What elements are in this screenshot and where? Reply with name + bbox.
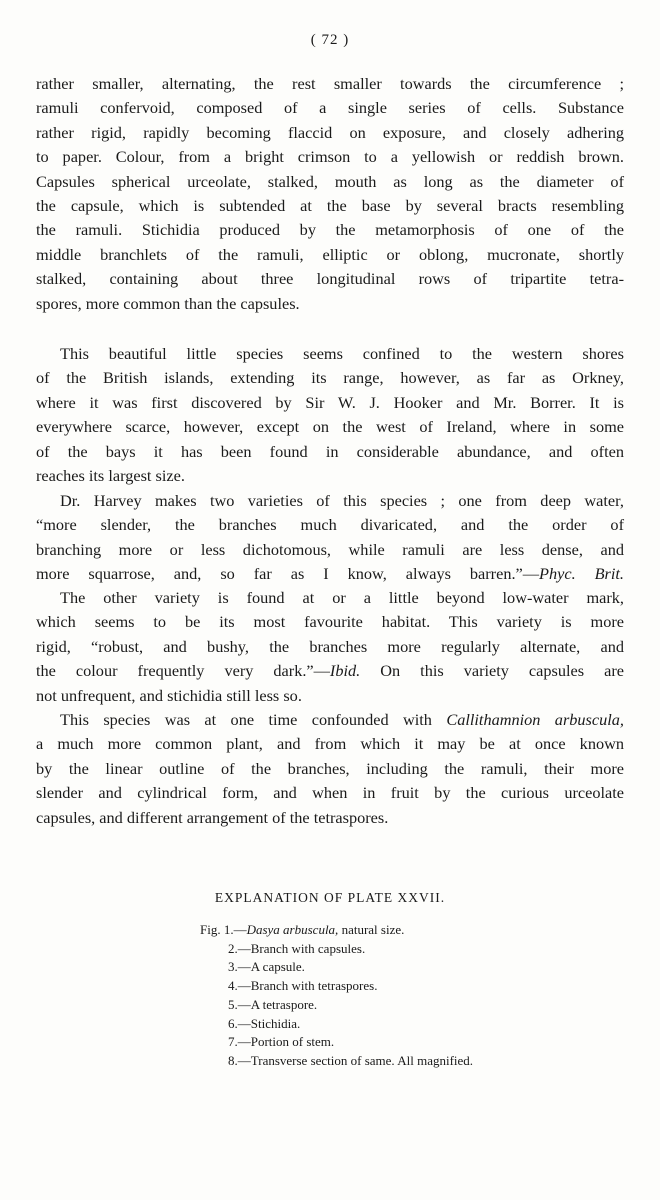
- text-line: Capsules spherical urceolate, stalked, mouth as long as the diameter of: [36, 171, 624, 191]
- figure-item: 6.—Stichidia.: [228, 1015, 301, 1031]
- text-line: branching more or less dichotomous, while ramuli are less dense, and: [36, 539, 624, 559]
- text-line: [36, 562, 624, 586]
- text-line: reaches its largest size.: [36, 465, 185, 485]
- figure-item: 8.—Transverse section of same. All magnified.: [228, 1052, 474, 1068]
- figure-item: 5.—A tetraspore.: [228, 996, 318, 1012]
- page-number: ( 72 ): [310, 32, 350, 48]
- text-line: [36, 659, 624, 683]
- text-line: “more slender, the branches much divaricated, and the order of: [36, 515, 624, 535]
- paragraph-1: [36, 72, 624, 316]
- text-line: which seems to be its most favourite habitat. This variety is more: [36, 612, 624, 632]
- text-line: the ramuli. Stichidia produced by the metamorphosis of one of the: [36, 220, 624, 240]
- text-run: This species was at one time confounded with: [60, 710, 447, 729]
- text-line: This beautiful little species seems confined to the western shores: [60, 344, 624, 363]
- text-line: of the bays it has been found in considerable abundance, and often: [36, 441, 624, 461]
- text-line: rather rigid, rapidly becoming flaccid on exposure, and closely adhering: [36, 122, 624, 142]
- figure-text: natural size.: [338, 922, 405, 937]
- paragraph-4: [36, 586, 624, 708]
- figure-prefix: Fig. 1.—: [200, 922, 247, 937]
- species-name-italic: Dasya arbuscula,: [246, 922, 339, 937]
- figure-item: 4.—Branch with tetraspores.: [228, 978, 378, 994]
- citation-italic: Ibid.: [329, 661, 361, 681]
- text-line: of the British islands, extending its range, however, as far as Orkney,: [36, 368, 624, 388]
- text-line: not unfrequent, and stichidia still less so.: [36, 685, 302, 705]
- text-line: stalked, containing about three longitudinal rows of tripartite tetra-: [36, 269, 624, 289]
- text-line: by the linear outline of the branches, including the ramuli, their more: [36, 758, 624, 778]
- figure-list: [200, 921, 473, 1071]
- species-name-italic: Callithamnion arbuscula,: [446, 710, 624, 729]
- text-run: the colour frequently very dark.”—: [36, 661, 330, 681]
- text-line: to paper. Colour, from a bright crimson to a yellowish or reddish brown.: [36, 147, 624, 167]
- figure-item: 3.—A capsule.: [228, 959, 305, 975]
- figure-item: 2.—Branch with capsules.: [228, 940, 366, 956]
- text-line: rigid, “robust, and bushy, the branches more regularly alternate, and: [36, 636, 624, 656]
- text-line: slender and cylindrical form, and when in fruit by the curious urceolate: [36, 783, 624, 803]
- text-line: spores, more common than the capsules.: [36, 293, 300, 313]
- figure-item: [200, 921, 473, 940]
- paragraph-2: [36, 342, 624, 488]
- text-line: the capsule, which is subtended at the base by several bracts resembling: [36, 195, 624, 215]
- text-line: rather smaller, alternating, the rest smaller towards the circumference ;: [36, 74, 624, 93]
- text-line: middle branchlets of the ramuli, elliptic or oblong, mucronate, shortly: [36, 244, 624, 264]
- figure-item: 7.—Portion of stem.: [228, 1034, 335, 1050]
- paragraph-5: [36, 708, 624, 830]
- text-line: a much more common plant, and from which it may be at once known: [36, 734, 624, 754]
- explanation-heading: EXPLANATION OF PLATE XXVII.: [214, 890, 446, 905]
- text-line: ramuli confervoid, composed of a single series of cells. Substance: [36, 98, 624, 118]
- text-line: where it was first discovered by Sir W. J. Hooker and Mr. Borrer. It is: [36, 392, 624, 412]
- text-line: The other variety is found at or a little beyond low-water mark,: [60, 588, 624, 607]
- paragraph-3: [36, 489, 624, 587]
- text-run: more squarrose, and, so far as I know, always barren.”—: [36, 564, 540, 584]
- text-line: everywhere scarce, however, except on the west of Ireland, where in some: [36, 417, 624, 437]
- text-line: [36, 708, 624, 732]
- text-line: capsules, and different arrangement of the tetraspores.: [36, 807, 389, 827]
- text-run: On this variety capsules are: [360, 661, 624, 681]
- citation-italic: Phyc. Brit.: [539, 564, 624, 584]
- text-line: Dr. Harvey makes two varieties of this species ; one from deep water,: [60, 491, 624, 510]
